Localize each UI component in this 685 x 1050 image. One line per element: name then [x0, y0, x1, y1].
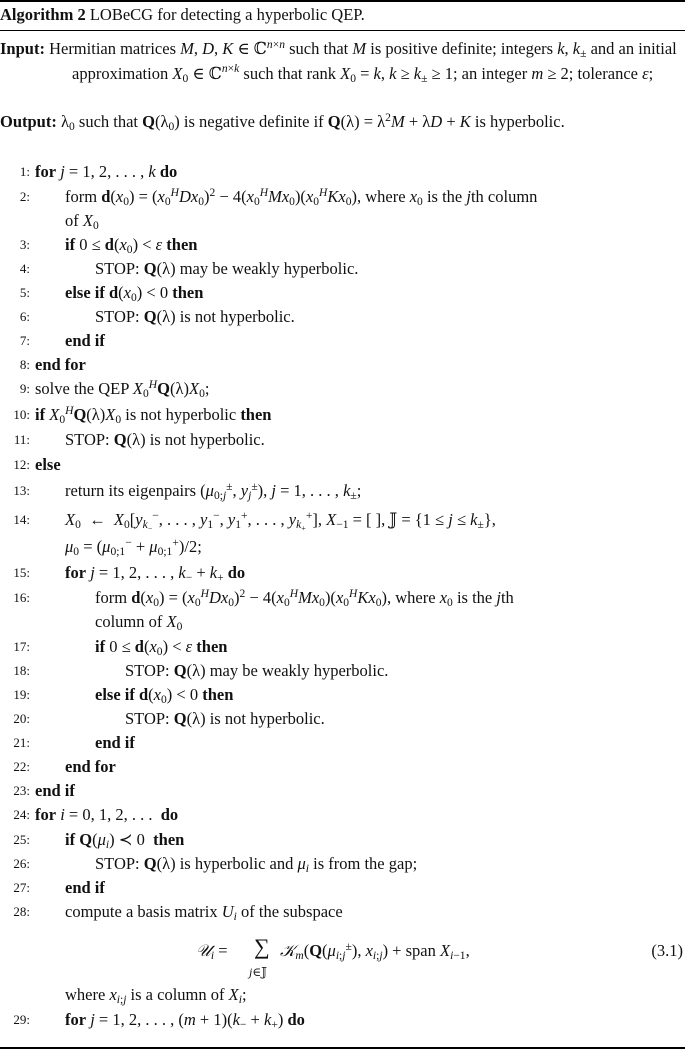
bottom-rule [0, 1047, 685, 1049]
line-number: 6: [19, 309, 30, 324]
line-number: 4: [19, 261, 30, 276]
input-block: Input: Hermitian matrices M, D, K ∈ ℂ$^{n\times n}$ such that M is positive definite; integers k, $k_\pm$ and an initial approximation $X_0$ ∈ ℂ$^{n\times k}$ such that rank $X_0 = k$, $k \ge k_\pm \ge 1$; an integer m ≥ 2; tolerance ε; [0, 38, 677, 85]
algorithm-title: LOBeCG for detecting a hyperbolic QEP. [89, 5, 365, 24]
line-number: 10: [13, 407, 30, 422]
line-number: 15: [13, 565, 30, 580]
line-number: 25: [13, 832, 30, 847]
line-number: 1: [19, 164, 30, 179]
equation-number: (3.1) [651, 941, 683, 960]
caption-rule [0, 30, 685, 31]
output-label: Output: [0, 112, 57, 131]
line-number: 11: [13, 432, 30, 447]
line-number: 23: [13, 783, 30, 798]
line-number: 24: [13, 807, 30, 822]
line-number: 29: [13, 1012, 30, 1027]
line-number: 8: [19, 357, 30, 372]
line-number: 21: [13, 735, 30, 750]
line-number: 7: [19, 333, 30, 348]
input-label: Input: [0, 39, 45, 58]
line-number: 20: [13, 711, 30, 726]
line-number: 13: [13, 483, 30, 498]
line-number: 18: [13, 663, 30, 678]
line-number: 5: [19, 285, 30, 300]
line-number: 2: [19, 189, 30, 204]
top-rule [0, 0, 685, 2]
algorithm-caption [0, 3, 365, 28]
line-number: 14: [13, 512, 30, 527]
line-number: 17: [13, 639, 30, 654]
output-block: Output: $\lambda_0$ such that $Q(\lambda_0)$ is negative definite if $Q(\lambda) = \lambda^2M + \lambda D + K$ is hyperbolic. [0, 111, 565, 134]
line-number: 28: [13, 904, 30, 919]
display-equation: 𝒰$_i$ = ∑ j∈𝕁 $𝒦_m(Q(\mu_{i;j}^\pm)$, $x_{i;j}$) + span $X_{i-1}$, (3.1) [196, 934, 683, 979]
line-number: 12: [13, 457, 30, 472]
line-number: 9: [19, 381, 30, 396]
line-number: 27: [13, 880, 30, 895]
algorithm-label: Algorithm 2 [0, 5, 86, 24]
line-number: 26: [13, 856, 30, 871]
line-number: 19: [13, 687, 30, 702]
line-number: 3: [19, 237, 30, 252]
line-number: 16: [13, 590, 30, 605]
line-number: 22: [13, 759, 30, 774]
